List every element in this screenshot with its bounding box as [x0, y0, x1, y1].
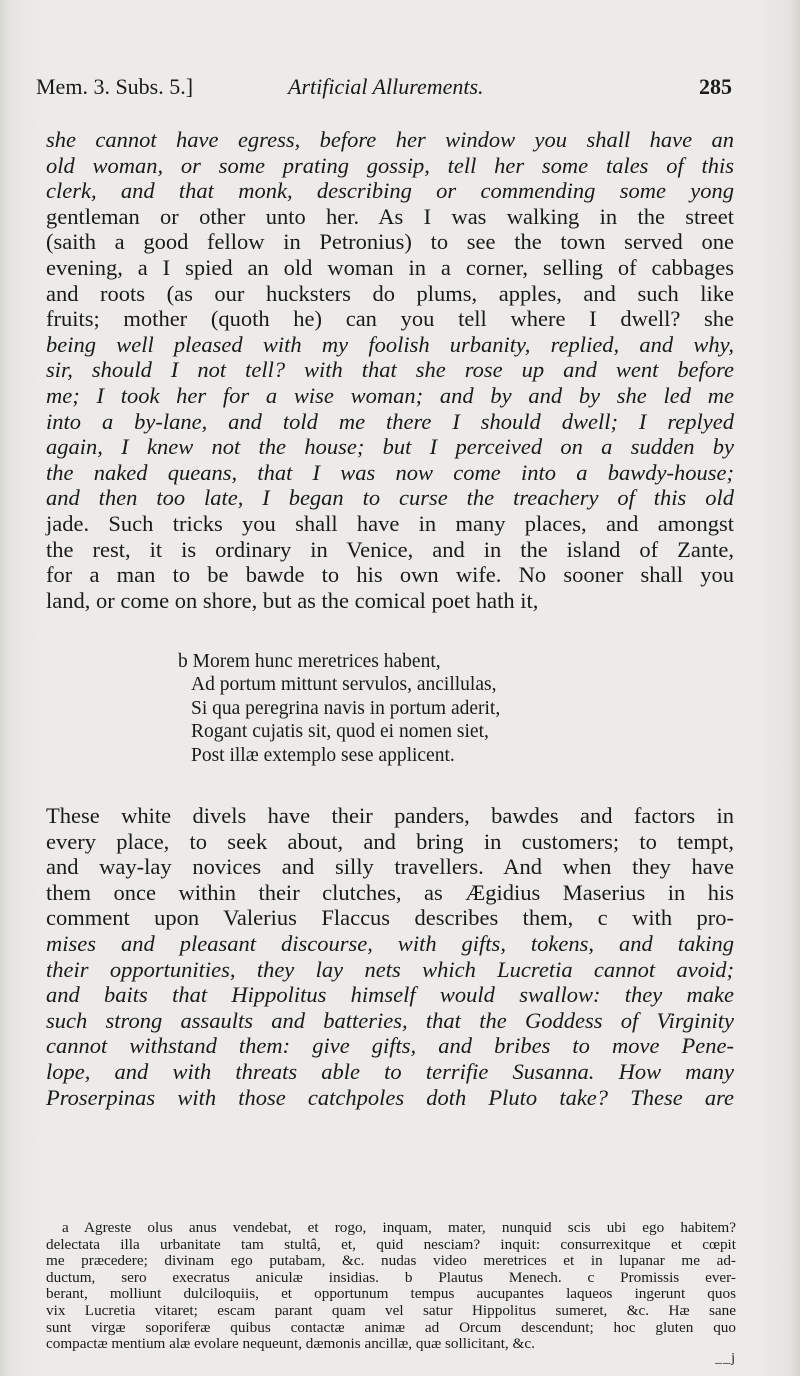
section-reference: Mem. 3. Subs. 5.]	[36, 74, 194, 99]
text-line: their opportunities, they lay nets which Lucretia cannot avoid;	[46, 956, 734, 982]
text-line: and way-lay novices and silly travellers. And when they have	[46, 854, 734, 880]
text-line: jade. Such tricks you shall have in many places, and amongst	[46, 510, 734, 536]
verse-line: Post illæ extemplo sese applicent.	[191, 744, 455, 766]
footnote-line: ductum, sero execratus aniculæ insidias. b Plautus Menech. c Promissis ever-	[46, 1268, 736, 1286]
running-header	[36, 74, 732, 104]
text-line: for a man to be bawde to his own wife. No sooner shall you	[46, 562, 734, 588]
text-line: and then too late, I began to curse the treachery of this old	[46, 485, 734, 511]
text-line: (saith a good fellow in Petronius) to see the town served one	[46, 229, 734, 255]
page-number: 285	[699, 74, 732, 99]
footnote-line: a Agreste olus anus vendebat, et rogo, inquam, mater, nunquid scis ubi ego habitem?	[62, 1219, 736, 1236]
text-line: fruits; mother (quoth he) can you tell where I dwell? she	[46, 306, 734, 332]
catchword: __j	[715, 1351, 736, 1366]
footnote-line: me præcedere; divinam ego putabam, &c. nudas video meretrices et in lupanar me ad-	[46, 1252, 736, 1270]
footnote-line: berant, molliunt dulciloquiis, et opportunum tempus aucupantes laqueos ingerunt quos	[46, 1285, 736, 1303]
footnote-line: sunt virgæ soporiferæ quibus contactæ animæ ad Orcum descendunt; hoc gluten quo	[46, 1318, 736, 1336]
text-line: gentleman or other unto her. As I was walking in the street	[46, 203, 734, 229]
text-line: and roots (as our hucksters do plums, apples, and such like	[46, 280, 734, 306]
text-line: mises and pleasant discourse, with gifts, tokens, and taking	[46, 930, 734, 956]
footnote-line: delectata illa urbanitate tam stultâ, et, quid nesciam? inquit: consurrexitque et cœpit	[46, 1235, 736, 1253]
text-line: lope, and with threats able to terrifie Susanna. How many	[46, 1058, 734, 1084]
text-line: she cannot have egress, before her window you shall have an	[46, 127, 734, 152]
text-line: every place, to seek about, and bring in customers; to tempt,	[46, 828, 734, 854]
text-line: cannot withstand them: give gifts, and bribes to move Pene-	[46, 1033, 734, 1059]
text-line: such strong assaults and batteries, that the Goddess of Virginity	[46, 1007, 734, 1033]
verse-line: b Morem hunc meretrices habent,	[178, 651, 441, 672]
text-line: being well pleased with my foolish urbanity, replied, and why,	[46, 331, 734, 357]
text-line: clerk, and that monk, describing or commending some yong	[46, 178, 734, 204]
text-line: again, I knew not the house; but I perceived on a sudden by	[46, 434, 734, 460]
running-title: Artificial Allurements.	[288, 74, 484, 99]
text-line: into a by-lane, and told me there I should dwell; I replyed	[46, 408, 734, 434]
text-line: comment upon Valerius Flaccus describes them, c with pro-	[46, 905, 734, 931]
text-line: land, or come on shore, but as the comical poet hath it,	[46, 587, 539, 613]
text-line: Proserpinas with those catchpoles doth Pluto take? These are	[46, 1084, 734, 1110]
footnote-line: vix Lucretia vitaret; escam parant quam vel satur Hippolitus sumeret, &c. Hæ sane	[46, 1301, 736, 1319]
text-line: These white divels have their panders, bawdes and factors in	[46, 803, 734, 828]
text-line: them once within their clutches, as Ægidius Maserius in his	[46, 879, 734, 905]
footnote-line: compactæ mentium alæ evolare nequeunt, dæmonis ancillæ, quæ sollicitant, &c.	[46, 1335, 535, 1353]
verse-line: Ad portum mittunt servulos, ancillulas,	[191, 674, 497, 696]
body-paragraph-2	[46, 803, 734, 1110]
verse-line: Si qua peregrina navis in portum aderit,	[191, 697, 501, 719]
text-line: evening, a I spied an old woman in a corner, selling of cabbages	[46, 254, 734, 280]
text-line: me; I took her for a wise woman; and by and by she led me	[46, 382, 734, 408]
body-paragraph-1	[46, 127, 734, 613]
text-line: the rest, it is ordinary in Venice, and in the island of Zante,	[46, 536, 734, 562]
footnotes	[46, 1220, 736, 1353]
text-line: old woman, or some prating gossip, tell her some tales of this	[46, 152, 734, 178]
verse-quotation	[178, 650, 638, 767]
verse-line: Rogant cujatis sit, quod ei nomen siet,	[191, 721, 489, 743]
text-line: the naked queans, that I was now come into a bawdy-house;	[46, 459, 734, 485]
text-line: sir, should I not tell? with that she rose up and went before	[46, 357, 734, 383]
text-line: and baits that Hippolitus himself would swallow: they make	[46, 982, 734, 1008]
